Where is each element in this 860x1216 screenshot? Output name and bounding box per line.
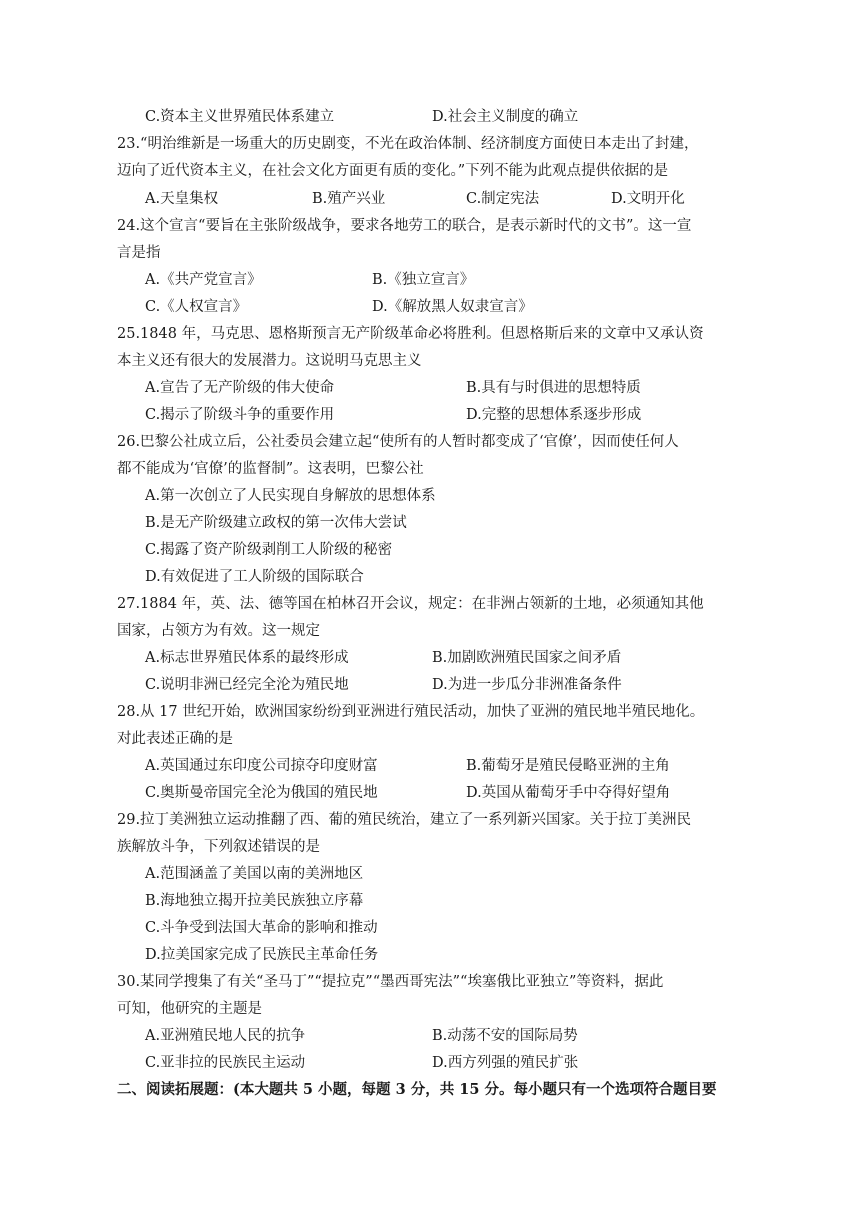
q25-stem-line1: 25.1848 年，马克思、恩格斯预言无产阶级革命必将胜利。但恩格斯后来的文章中又承认资: [117, 326, 704, 342]
q27-option-d[interactable]: D.为进一步瓜分非洲准备条件: [432, 677, 622, 693]
q23-stem-line2: 迈向了近代资本主义，在社会文化方面更有质的变化。”下列不能为此观点提供依据的是: [117, 163, 669, 179]
q26-option-a[interactable]: A.第一次创立了人民实现自身解放的思想体系: [145, 488, 436, 504]
q23-option-c[interactable]: C.制定宪法: [466, 191, 540, 207]
q26-option-c[interactable]: C.揭露了资产阶级剥削工人阶级的秘密: [145, 542, 393, 558]
q28-option-c[interactable]: C.奥斯曼帝国完全沦为俄国的殖民地: [145, 785, 378, 801]
q30-option-a[interactable]: A.亚洲殖民地人民的抗争: [145, 1028, 306, 1044]
q30-option-d[interactable]: D.西方列强的殖民扩张: [432, 1055, 579, 1071]
q26-option-b[interactable]: B.是无产阶级建立政权的第一次伟大尝试: [145, 515, 407, 531]
q25-option-a[interactable]: A.宣告了无产阶级的伟大使命: [145, 380, 335, 396]
q26-stem-line1: 26.巴黎公社成立后，公社委员会建立起“使所有的人暂时都变成了‘官僚’，因而使任何人: [117, 434, 679, 450]
q27-stem-line1: 27.1884 年，英、法、德等国在柏林召开会议，规定：在非洲占领新的土地，必须通知其他: [117, 596, 704, 612]
q30-stem-line1: 30.某同学搜集了有关“圣马丁”“提拉克”“墨西哥宪法”“埃塞俄比亚独立”等资料，据此: [117, 974, 664, 990]
q27-option-b[interactable]: B.加剧欧洲殖民国家之间矛盾: [432, 650, 622, 666]
q30-option-c[interactable]: C.亚非拉的民族民主运动: [145, 1055, 306, 1071]
q28-option-a[interactable]: A.英国通过东印度公司掠夺印度财富: [145, 758, 378, 774]
q28-option-b[interactable]: B.葡萄牙是殖民侵略亚洲的主角: [466, 758, 670, 774]
q24-stem-line1: 24.这个宣言“要旨在主张阶级战争，要求各地劳工的联合，是表示新时代的文书”。这一宣: [117, 218, 692, 234]
q27-option-c[interactable]: C.说明非洲已经完全沦为殖民地: [145, 677, 349, 693]
q30-option-b[interactable]: B.动荡不安的国际局势: [432, 1028, 578, 1044]
q24-option-d[interactable]: D.《解放黑人奴隶宣言》: [372, 299, 533, 315]
q28-stem-line2: 对此表述正确的是: [117, 731, 233, 747]
q22-option-d[interactable]: D.社会主义制度的确立: [432, 109, 579, 125]
q23-stem-line1: 23.“明治维新是一场重大的历史剧变，不光在政治体制、经济制度方面使日本走出了封建，: [117, 136, 699, 152]
q24-stem-line2: 言是指: [117, 245, 161, 261]
q26-stem-line2: 都不能成为‘官僚’的监督制”。这表明，巴黎公社: [117, 461, 424, 477]
q22-option-c[interactable]: C.资本主义世界殖民体系建立: [145, 109, 335, 125]
section-2-heading: 二、阅读拓展题：(本大题共 5 小题，每题 3 分，共 15 分。每小题只有一个选项符合题目要: [117, 1081, 717, 1098]
q23-option-a[interactable]: A.天皇集权: [145, 191, 219, 207]
q29-option-c[interactable]: C.斗争受到法国大革命的影响和推动: [145, 920, 378, 936]
q25-option-d[interactable]: D.完整的思想体系逐步形成: [466, 407, 642, 423]
q29-stem-line2: 族解放斗争，下列叙述错误的是: [117, 839, 320, 855]
q29-stem-line1: 29.拉丁美洲独立运动推翻了西、葡的殖民统治，建立了一系列新兴国家。关于拉丁美洲民: [117, 812, 692, 828]
q29-option-a[interactable]: A.范围涵盖了美国以南的美洲地区: [145, 866, 364, 882]
q23-option-b[interactable]: B.殖产兴业: [312, 191, 386, 207]
q28-option-d[interactable]: D.英国从葡萄牙手中夺得好望角: [466, 785, 671, 801]
q29-option-d[interactable]: D.拉美国家完成了民族民主革命任务: [145, 947, 379, 963]
q27-stem-line2: 国家，占领方为有效。这一规定: [117, 623, 320, 639]
q25-option-b[interactable]: B.具有与时俱进的思想特质: [466, 380, 641, 396]
q26-option-d[interactable]: D.有效促进了工人阶级的国际联合: [145, 569, 364, 585]
q25-stem-line2: 本主义还有很大的发展潜力。这说明马克思主义: [117, 353, 422, 369]
q27-option-a[interactable]: A.标志世界殖民体系的最终形成: [145, 650, 349, 666]
q24-option-a[interactable]: A.《共产党宣言》: [145, 272, 262, 288]
q23-option-d[interactable]: D.文明开化: [611, 191, 685, 207]
q25-option-c[interactable]: C.揭示了阶级斗争的重要作用: [145, 407, 335, 423]
q24-option-c[interactable]: C.《人权宣言》: [145, 299, 248, 315]
q24-option-b[interactable]: B.《独立宣言》: [372, 272, 475, 288]
q30-stem-line2: 可知，他研究的主题是: [117, 1001, 262, 1017]
q28-stem-line1: 28.从 17 世纪开始，欧洲国家纷纷到亚洲进行殖民活动，加快了亚洲的殖民地半殖民地化。: [117, 704, 705, 720]
q29-option-b[interactable]: B.海地独立揭开拉美民族独立序幕: [145, 893, 364, 909]
